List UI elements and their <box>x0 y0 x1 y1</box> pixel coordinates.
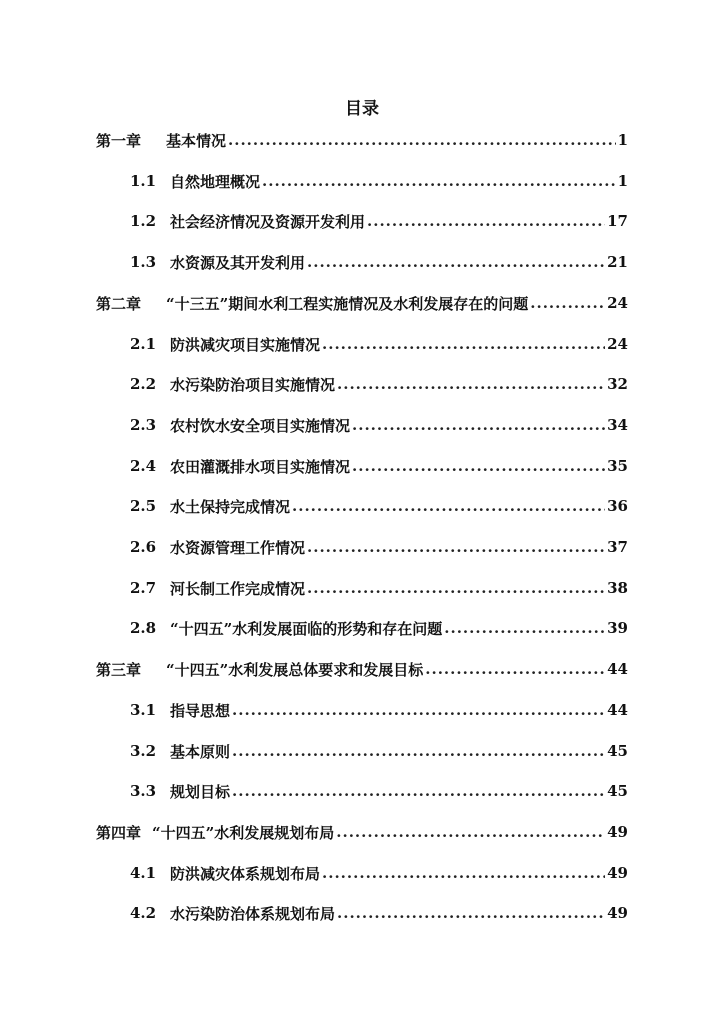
toc-section-entry[interactable] <box>130 369 628 399</box>
toc-entry-title: 自然地理概况 <box>170 172 261 191</box>
dot-leader <box>307 579 605 597</box>
toc-page-number: 44 <box>607 660 628 678</box>
toc-section-entry[interactable] <box>130 247 628 277</box>
dot-leader <box>322 864 605 882</box>
toc-page-number: 37 <box>607 538 628 556</box>
toc-page-number: 38 <box>607 579 628 597</box>
toc-entry-number: 3.1 <box>130 701 157 719</box>
toc-entry-number: 2.2 <box>130 375 157 393</box>
toc-entry-number: 3.3 <box>130 782 157 800</box>
toc-entry-title: 防洪减灾体系规划布局 <box>170 864 321 883</box>
dot-leader <box>337 904 605 922</box>
toc-entry-title: 水资源管理工作情况 <box>170 538 306 557</box>
dot-leader <box>228 131 616 149</box>
toc-entry-number: 1.1 <box>130 172 157 190</box>
dot-leader <box>232 701 605 719</box>
toc-entry-number: 2.6 <box>130 538 157 556</box>
toc-page-number: 1 <box>617 172 628 190</box>
dot-leader <box>337 375 605 393</box>
toc-page-number: 36 <box>607 497 628 515</box>
toc-section-entry[interactable] <box>130 532 628 562</box>
toc-section-entry[interactable] <box>130 898 628 928</box>
dot-leader <box>336 823 605 841</box>
toc-entry-number: 第二章 <box>96 294 142 313</box>
dot-leader <box>530 294 605 312</box>
dot-leader <box>367 212 605 230</box>
dot-leader <box>232 742 605 760</box>
toc-chapter-entry[interactable] <box>96 125 628 155</box>
toc-entry-number: 1.2 <box>130 212 157 230</box>
toc-entry-number: 2.3 <box>130 416 157 434</box>
toc-page-number: 35 <box>607 457 628 475</box>
dot-leader <box>444 619 605 637</box>
toc-page-number: 24 <box>607 294 628 312</box>
toc-page-number: 21 <box>607 253 628 271</box>
toc-entry-number: 2.1 <box>130 335 157 353</box>
toc-entry-title: 基本情况 <box>166 131 227 150</box>
toc-entry-title: 指导思想 <box>170 701 231 720</box>
toc-section-entry[interactable] <box>130 329 628 359</box>
toc-entry-title: 河长制工作完成情况 <box>170 579 306 598</box>
toc-entry-title: “十四五”水利发展规划布局 <box>152 823 335 842</box>
toc-section-entry[interactable] <box>130 410 628 440</box>
toc-section-entry[interactable] <box>130 573 628 603</box>
dot-leader <box>292 497 605 515</box>
toc-entry-title: “十四五”水利发展面临的形势和存在问题 <box>170 619 443 638</box>
toc-section-entry[interactable] <box>130 695 628 725</box>
toc-page-number: 39 <box>607 619 628 637</box>
toc-entry-number: 3.2 <box>130 742 157 760</box>
toc-section-entry[interactable] <box>130 776 628 806</box>
toc-entry-title: 水土保持完成情况 <box>170 497 291 516</box>
toc-entry-title: 防洪减灾项目实施情况 <box>170 335 321 354</box>
toc-entry-title: 水污染防治项目实施情况 <box>170 375 336 394</box>
toc-page-number: 45 <box>607 742 628 760</box>
dot-leader <box>307 538 605 556</box>
toc-page-number: 45 <box>607 782 628 800</box>
dot-leader <box>307 253 605 271</box>
toc-entry-number: 2.5 <box>130 497 157 515</box>
toc-entry-number: 第四章 <box>96 823 142 842</box>
toc-entry-title: 水资源及其开发利用 <box>170 253 306 272</box>
toc-section-entry[interactable] <box>130 858 628 888</box>
toc-page-number: 44 <box>607 701 628 719</box>
toc-entry-title: “十四五”水利发展总体要求和发展目标 <box>166 660 424 679</box>
toc-section-entry[interactable] <box>130 491 628 521</box>
toc-chapter-entry[interactable] <box>96 288 628 318</box>
toc-entry-title: 农村饮水安全项目实施情况 <box>170 416 351 435</box>
toc-entry-number: 第一章 <box>96 131 142 150</box>
toc-entry-title: 水污染防治体系规划布局 <box>170 904 336 923</box>
toc-entry-number: 4.1 <box>130 864 157 882</box>
toc-entry-number: 第三章 <box>96 660 142 679</box>
dot-leader <box>425 660 605 678</box>
toc-page-number: 49 <box>607 864 628 882</box>
toc-page-number: 49 <box>607 823 628 841</box>
dot-leader <box>322 335 605 353</box>
toc-entry-number: 1.3 <box>130 253 157 271</box>
toc-chapter-entry[interactable] <box>96 817 628 847</box>
toc-page-number: 17 <box>607 212 628 230</box>
dot-leader <box>352 457 605 475</box>
toc-entry-title: 规划目标 <box>170 782 231 801</box>
toc-entry-number: 2.7 <box>130 579 157 597</box>
toc-section-entry[interactable] <box>130 736 628 766</box>
toc-entry-title: 农田灌溉排水项目实施情况 <box>170 457 351 476</box>
toc-section-entry[interactable] <box>130 451 628 481</box>
toc-chapter-entry[interactable] <box>96 654 628 684</box>
dot-leader <box>262 172 616 190</box>
toc-entry-number: 4.2 <box>130 904 157 922</box>
toc-entry-title: 基本原则 <box>170 742 231 761</box>
toc-page-number: 32 <box>607 375 628 393</box>
toc-entry-number: 2.8 <box>130 619 157 637</box>
toc-section-entry[interactable] <box>130 613 628 643</box>
toc-entry-title: 社会经济情况及资源开发利用 <box>170 212 366 231</box>
toc-page-number: 34 <box>607 416 628 434</box>
page-title: 目录 <box>345 99 379 119</box>
toc-entry-title: “十三五”期间水利工程实施情况及水利发展存在的问题 <box>166 294 529 313</box>
dot-leader <box>232 782 605 800</box>
toc-page-number: 49 <box>607 904 628 922</box>
toc-section-entry[interactable] <box>130 206 628 236</box>
toc-page-number: 24 <box>607 335 628 353</box>
dot-leader <box>352 416 605 434</box>
toc-section-entry[interactable] <box>130 166 628 196</box>
toc-entry-number: 2.4 <box>130 457 157 475</box>
toc-page-number: 1 <box>617 131 628 149</box>
